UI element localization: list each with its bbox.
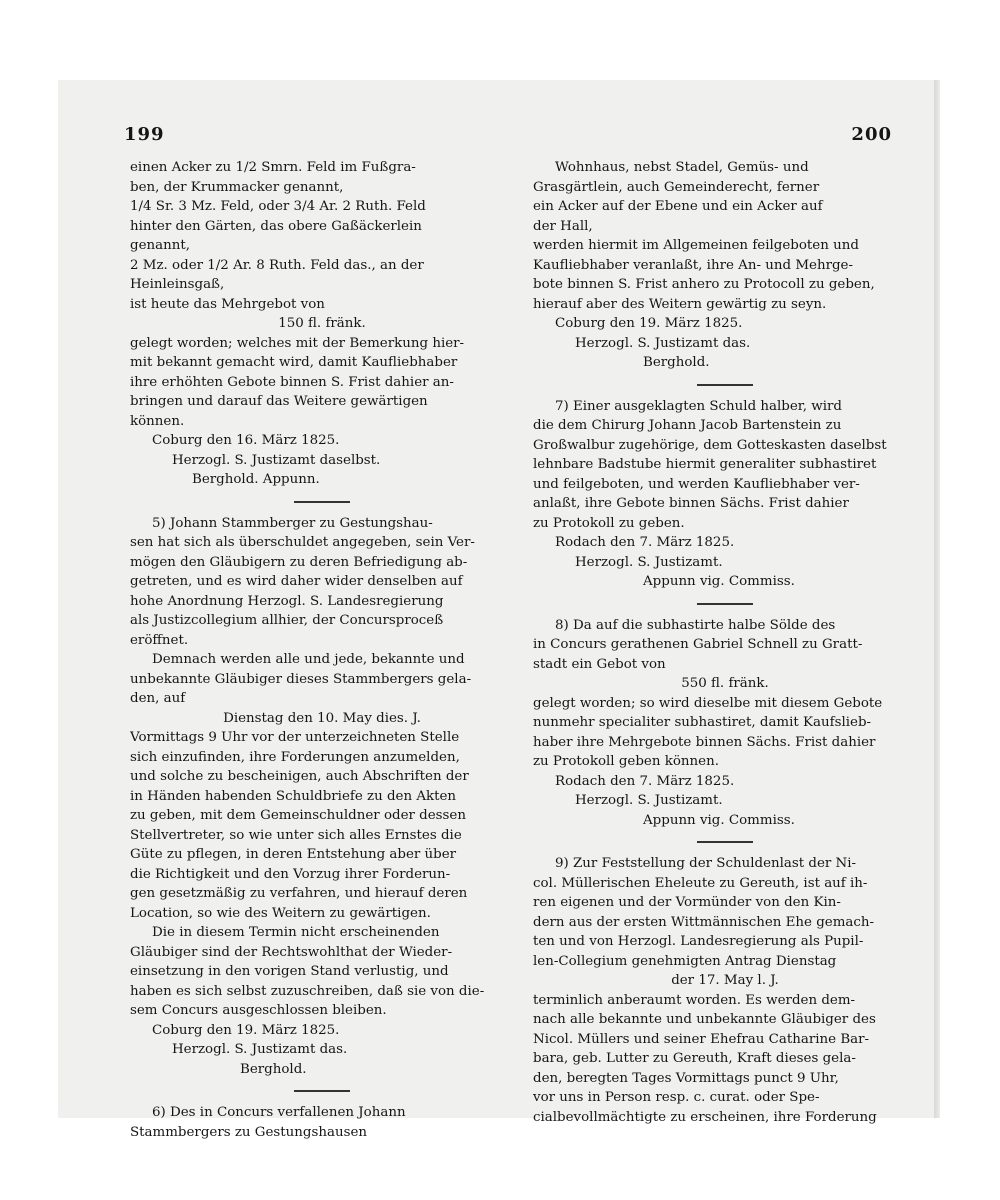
page-number-right: 200	[851, 124, 892, 145]
text-line: col. Müllerischen Eheleute zu Gereuth, ist auf ih-	[533, 875, 868, 891]
left-column	[130, 158, 514, 1142]
text-line: cialbevollmächtigte zu erscheinen, ihre Forderung	[533, 1109, 877, 1125]
text-line: len-Collegium genehmigten Antrag Dienstag	[533, 953, 837, 969]
text-line: in Concurs gerathenen Gabriel Schnell zu Gratt-	[533, 637, 863, 652]
text-line: bote binnen S. Frist anhero zu Protocoll zu geben,	[533, 277, 875, 292]
text-line: ein Acker auf der Ebene und ein Acker auf	[533, 199, 823, 214]
text-line: terminlich anberaumt worden. Es werden dem-	[533, 992, 856, 1008]
text-line: hinter den Gärten, das obere Gaßäckerlein	[130, 218, 422, 234]
text-line: haber ihre Mehrgebote binnen Sächs. Frist dahier	[533, 734, 876, 750]
text-line: genannt,	[130, 238, 190, 253]
amount-line: 550 fl. fränk.	[681, 676, 769, 691]
text-line: ihre erhöhten Gebote binnen S. Frist dahier an-	[130, 374, 454, 390]
text-line: lehnbare Badstube hiermit generaliter subhastiret	[533, 457, 877, 472]
text-line: Großwalbur zugehörige, dem Gotteskasten daselbst	[533, 437, 887, 453]
notice-date: Coburg den 19. März 1825.	[555, 316, 743, 331]
page-number-left: 199	[124, 124, 165, 145]
text-line: gelegt worden; welches mit der Bemerkung hier-	[130, 335, 465, 351]
text-line: eröffnet.	[130, 632, 189, 648]
section-divider	[130, 1079, 514, 1103]
notice-date: Coburg den 19. März 1825.	[152, 1022, 340, 1038]
text-line: die Richtigkeit und den Vorzug ihrer Forderun-	[130, 866, 451, 882]
notice-signature: Appunn vig. Commiss.	[643, 812, 795, 828]
notice-signature: Herzogl. S. Justizamt das.	[172, 1042, 348, 1057]
text-line: bara, geb. Lutter zu Gereuth, Kraft dieses gela-	[533, 1051, 856, 1066]
text-line: Gläubiger sind der Rechtswohlthat der Wieder-	[130, 944, 453, 960]
text-line: getreten, und es wird daher wider denselben auf	[130, 574, 463, 589]
notice-6	[130, 1103, 514, 1142]
text-line: können.	[130, 413, 185, 429]
text-line: den, auf	[130, 691, 186, 706]
notice-signature: Berghold.	[643, 355, 710, 370]
text-line: als Justizcollegium allhier, der Concursproceß	[130, 613, 444, 628]
text-line: zu Protokoll geben können.	[533, 754, 719, 769]
text-line: ten und von Herzogl. Landesregierung als Pupil-	[533, 934, 864, 949]
newspaper-page	[58, 80, 940, 1140]
text-line: 2 Mz. oder 1/2 Ar. 8 Ruth. Feld das., an der	[130, 257, 424, 273]
text-line: Heinleinsgaß,	[130, 277, 225, 292]
text-line: nach alle bekannte und unbekannte Gläubiger des	[533, 1012, 876, 1027]
notice-signature: Herzogl. S. Justizamt.	[575, 793, 723, 808]
text-line: sem Concurs ausgeschlossen bleiben.	[130, 1003, 387, 1018]
text-line: hohe Anordnung Herzogl. S. Landesregierung	[130, 593, 444, 609]
text-line: in Händen habenden Schuldbriefe zu den Akten	[130, 788, 457, 804]
text-line: die dem Chirurg Johann Jacob Bartenstein zu	[533, 418, 842, 433]
text-line: zu Protokoll zu geben.	[533, 515, 685, 531]
text-line: und solche zu bescheinigen, auch Abschriften der	[130, 769, 469, 784]
text-line: der Hall,	[533, 218, 593, 234]
text-line: Güte zu pflegen, in deren Entstehung aber über	[130, 847, 457, 862]
text-line: und feilgeboten, und werden Kaufliebhaber ver-	[533, 476, 860, 492]
text-line: 9) Zur Feststellung der Schuldenlast der Ni-	[555, 856, 857, 871]
text-line: gelegt worden; so wird dieselbe mit diesem Gebote	[533, 695, 883, 711]
text-line: 6) Des in Concurs verfallenen Johann	[152, 1105, 406, 1120]
text-line: unbekannte Gläubiger dieses Stammbergers gela-	[130, 671, 472, 687]
text-line: stadt ein Gebot von	[533, 656, 666, 672]
text-line: 5) Johann Stammberger zu Gestungshau-	[152, 515, 433, 531]
text-line: Stammbergers zu Gestungshausen	[130, 1124, 368, 1140]
text-line: einsetzung in den vorigen Stand verlustig, und	[130, 964, 449, 979]
text-line: Kaufliebhaber veranlaßt, ihre An- und Mehrge-	[533, 257, 854, 273]
text-line: nunmehr specialiter subhastiret, damit Kaufslieb-	[533, 715, 872, 730]
section-divider	[533, 592, 917, 616]
section-divider	[533, 830, 917, 854]
notice-property-sale	[130, 158, 514, 490]
notice-7-subhastation	[533, 397, 917, 592]
text-line: bringen und darauf das Weitere gewärtigen	[130, 394, 428, 409]
amount-line: 150 fl. fränk.	[278, 316, 366, 331]
text-line: 7) Einer ausgeklagten Schuld halber, wird	[555, 398, 842, 414]
text-line: sen hat sich als überschuldet angegeben, sein Ver-	[130, 535, 475, 550]
text-line: vor uns in Person resp. c. curat. oder Spe-	[533, 1090, 820, 1105]
text-line: Nicol. Müllers und seiner Ehefrau Catharine Bar-	[533, 1031, 870, 1047]
text-line: sich einzufinden, ihre Forderungen anzumelden,	[130, 749, 460, 765]
text-line: werden hiermit im Allgemeinen feilgeboten und	[533, 238, 859, 253]
meeting-date-line: Dienstag den 10. May dies. J.	[223, 710, 421, 726]
text-line: Demnach werden alle und jede, bekannte und	[152, 652, 465, 667]
notice-8-bid	[533, 616, 917, 831]
right-column	[533, 158, 917, 1127]
notice-signature: Herzogl. S. Justizamt.	[575, 554, 723, 570]
text-line: haben es sich selbst zuzuschreiben, daß sie von die-	[130, 983, 485, 999]
text-line: 8) Da auf die subhastirte halbe Sölde des	[555, 617, 836, 633]
text-line: Die in diesem Termin nicht erscheinenden	[152, 925, 440, 940]
text-line: ren eigenen und der Vormünder von den Kin-	[533, 895, 841, 910]
notice-5-concurs	[130, 514, 514, 1080]
notice-signature: Appunn vig. Commiss.	[643, 574, 795, 589]
notice-signature: Berghold. Appunn.	[192, 472, 320, 487]
text-line: mit bekannt gemacht wird, damit Kaufliebhaber	[130, 355, 458, 370]
text-line: einen Acker zu 1/2 Smrn. Feld im Fußgra-	[130, 160, 416, 175]
text-line: Stellvertreter, so wie unter sich alles Ernstes die	[130, 827, 462, 843]
notice-signature: Herzogl. S. Justizamt daselbst.	[172, 452, 381, 468]
text-line: gen gesetzmäßig zu verfahren, und hierauf deren	[130, 886, 468, 901]
notice-signature: Herzogl. S. Justizamt das.	[575, 335, 751, 351]
notice-9-debts	[533, 854, 917, 1127]
text-line: anlaßt, ihre Gebote binnen Sächs. Frist dahier	[533, 496, 849, 511]
notice-house-sale	[533, 158, 917, 373]
text-line: Wohnhaus, nebst Stadel, Gemüs- und	[555, 160, 809, 175]
text-line: Grasgärtlein, auch Gemeinderecht, ferner	[533, 179, 820, 195]
section-divider	[130, 490, 514, 514]
text-line: 1/4 Sr. 3 Mz. Feld, oder 3/4 Ar. 2 Ruth. Feld	[130, 199, 426, 214]
text-line: ben, der Krummacker genannt,	[130, 179, 344, 195]
text-line: hierauf aber des Weitern gewärtig zu seyn.	[533, 296, 827, 312]
text-line: zu geben, mit dem Gemeinschuldner oder dessen	[130, 808, 466, 823]
text-line: den, beregten Tages Vormittags punct 9 Uhr,	[533, 1070, 839, 1086]
notice-date: Coburg den 16. März 1825.	[152, 433, 340, 448]
section-divider	[533, 373, 917, 397]
text-line: mögen den Gläubigern zu deren Befriedigung ab-	[130, 554, 468, 570]
notice-date: Rodach den 7. März 1825.	[555, 535, 735, 550]
text-line: Location, so wie des Weitern zu gewärtigen.	[130, 905, 431, 921]
notice-date: Rodach den 7. März 1825.	[555, 773, 735, 789]
notice-signature: Berghold.	[240, 1061, 307, 1077]
page-edge-shadow	[934, 80, 940, 1118]
text-line: dern aus der ersten Wittmännischen Ehe gemach-	[533, 914, 875, 930]
meeting-date-line: der 17. May l. J.	[671, 973, 779, 988]
text-line: ist heute das Mehrgebot von	[130, 296, 325, 312]
text-line: Vormittags 9 Uhr vor der unterzeichneten Stelle	[130, 730, 460, 745]
